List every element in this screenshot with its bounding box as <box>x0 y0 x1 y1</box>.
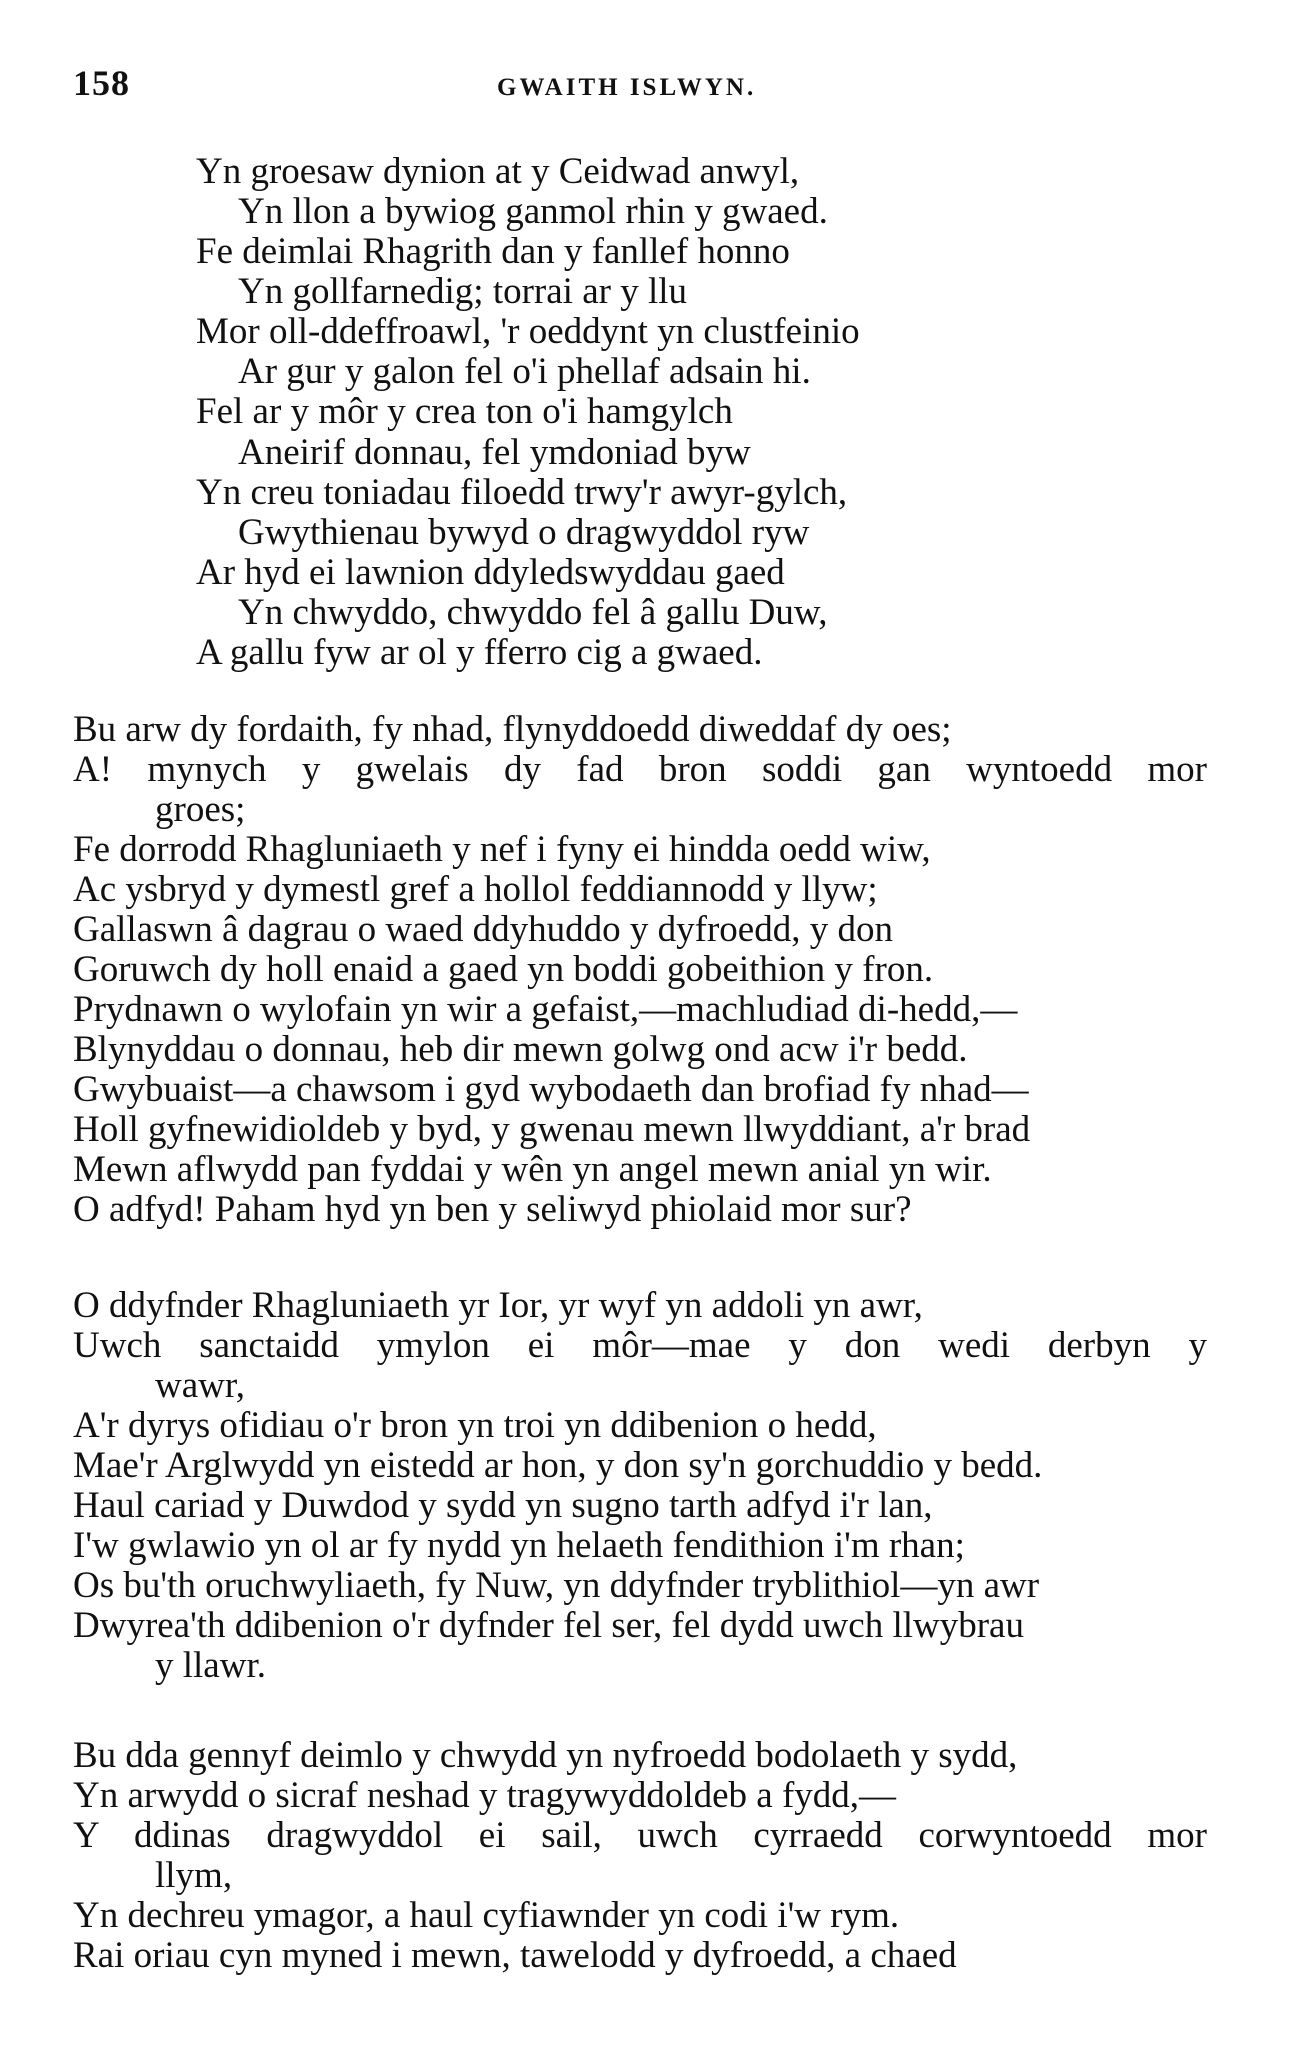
verse-line: Mae'r Arglwydd yn eistedd ar hon, y don sy'n gorchuddio y bedd. <box>73 1445 1043 1486</box>
verse-line: O adfyd! Paham hyd yn ben y seliwyd phiolaid mor sur? <box>73 1189 912 1230</box>
verse-line: wawr, <box>155 1365 245 1406</box>
verse-line: Rai oriau cyn myned i mewn, tawelodd y dyfroedd, a chaed <box>73 1935 957 1976</box>
verse-line: Goruwch dy holl enaid a gaed yn boddi gobeithion y fron. <box>73 949 934 990</box>
verse-line: Mor oll-ddeffroawl, 'r oeddynt yn clustfeinio <box>196 311 860 352</box>
verse-line: Dwyrea'th ddibenion o'r dyfnder fel ser, fel dydd uwch llwybrau <box>73 1605 1024 1646</box>
page-number: 158 <box>73 63 130 103</box>
verse-line: Yn creu toniadau filoedd trwy'r awyr-gylch, <box>196 472 848 513</box>
verse-line: Holl gyfnewidioldeb y byd, y gwenau mewn llwyddiant, a'r brad <box>73 1109 1031 1150</box>
verse-line: llym, <box>155 1855 233 1896</box>
verse-line: Yn llon a bywiog ganmol rhin y gwaed. <box>238 191 828 232</box>
verse-line: A'r dyrys ofidiau o'r bron yn troi yn ddibenion o hedd, <box>73 1405 877 1446</box>
verse-line: Yn chwyddo, chwyddo fel â gallu Duw, <box>238 592 828 633</box>
verse-line: Prydnawn o wylofain yn wir a gefaist,—machludiad di-hedd,— <box>73 989 1018 1030</box>
running-title: GWAITH ISLWYN. <box>497 74 757 101</box>
verse-line: Aneirif donnau, fel ymdoniad byw <box>238 432 751 473</box>
verse-line: Ar hyd ei lawnion ddyledswyddau gaed <box>196 552 785 593</box>
verse-line: O ddyfnder Rhagluniaeth yr Ior, yr wyf yn addoli yn awr, <box>73 1285 923 1326</box>
verse-line: A! mynych y gwelais dy fad bron soddi gan wyntoedd mor <box>73 749 1207 790</box>
verse-line: Yn gollfarnedig; torrai ar y llu <box>238 271 688 312</box>
verse-line: Fe deimlai Rhagrith dan y fanllef honno <box>196 231 790 272</box>
verse-line: Gallaswn â dagrau o waed ddyhuddo y dyfroedd, y don <box>73 909 893 950</box>
verse-line: Blynyddau o donnau, heb dir mewn golwg ond acw i'r bedd. <box>73 1029 968 1070</box>
verse-line: Gwybuaist—a chawsom i gyd wybodaeth dan brofiad fy nhad— <box>73 1069 1029 1110</box>
verse-line: Mewn aflwydd pan fyddai y wên yn angel mewn anial yn wir. <box>73 1149 992 1190</box>
verse-line: y llawr. <box>155 1645 266 1686</box>
verse-line: Yn dechreu ymagor, a haul cyfiawnder yn codi i'w rym. <box>73 1895 900 1936</box>
verse-line: Haul cariad y Duwdod y sydd yn sugno tarth adfyd i'r lan, <box>73 1485 933 1526</box>
verse-line: A gallu fyw ar ol y fferro cig a gwaed. <box>196 632 763 673</box>
verse-line: Fe dorrodd Rhagluniaeth y nef i fyny ei hindda oedd wiw, <box>73 829 931 870</box>
verse-line: Bu arw dy fordaith, fy nhad, flynyddoedd diweddaf dy oes; <box>73 709 952 750</box>
verse-line: Ar gur y galon fel o'i phellaf adsain hi. <box>238 351 811 392</box>
verse-line: Bu dda gennyf deimlo y chwydd yn nyfroedd bodolaeth y sydd, <box>73 1735 1018 1776</box>
verse-line: Uwch sanctaidd ymylon ei môr—mae y don wedi derbyn y <box>73 1325 1207 1366</box>
verse-line: Fel ar y môr y crea ton o'i hamgylch <box>196 391 733 432</box>
verse-line: Yn groesaw dynion at y Ceidwad anwyl, <box>196 151 800 192</box>
verse-line: Os bu'th oruchwyliaeth, fy Nuw, yn ddyfnder tryblithiol—yn awr <box>73 1565 1040 1606</box>
verse-line: groes; <box>155 789 246 830</box>
verse-line: Yn arwydd o sicraf neshad y tragywyddoldeb a fydd,— <box>73 1775 897 1816</box>
verse-line: Gwythienau bywyd o dragwyddol ryw <box>238 512 810 553</box>
verse-line: Ac ysbryd y dymestl gref a hollol feddiannodd y llyw; <box>73 869 878 910</box>
verse-line: Y ddinas dragwyddol ei sail, uwch cyrraedd corwyntoedd mor <box>73 1815 1207 1856</box>
verse-line: I'w gwlawio yn ol ar fy nydd yn helaeth fendithion i'm rhan; <box>73 1525 965 1566</box>
